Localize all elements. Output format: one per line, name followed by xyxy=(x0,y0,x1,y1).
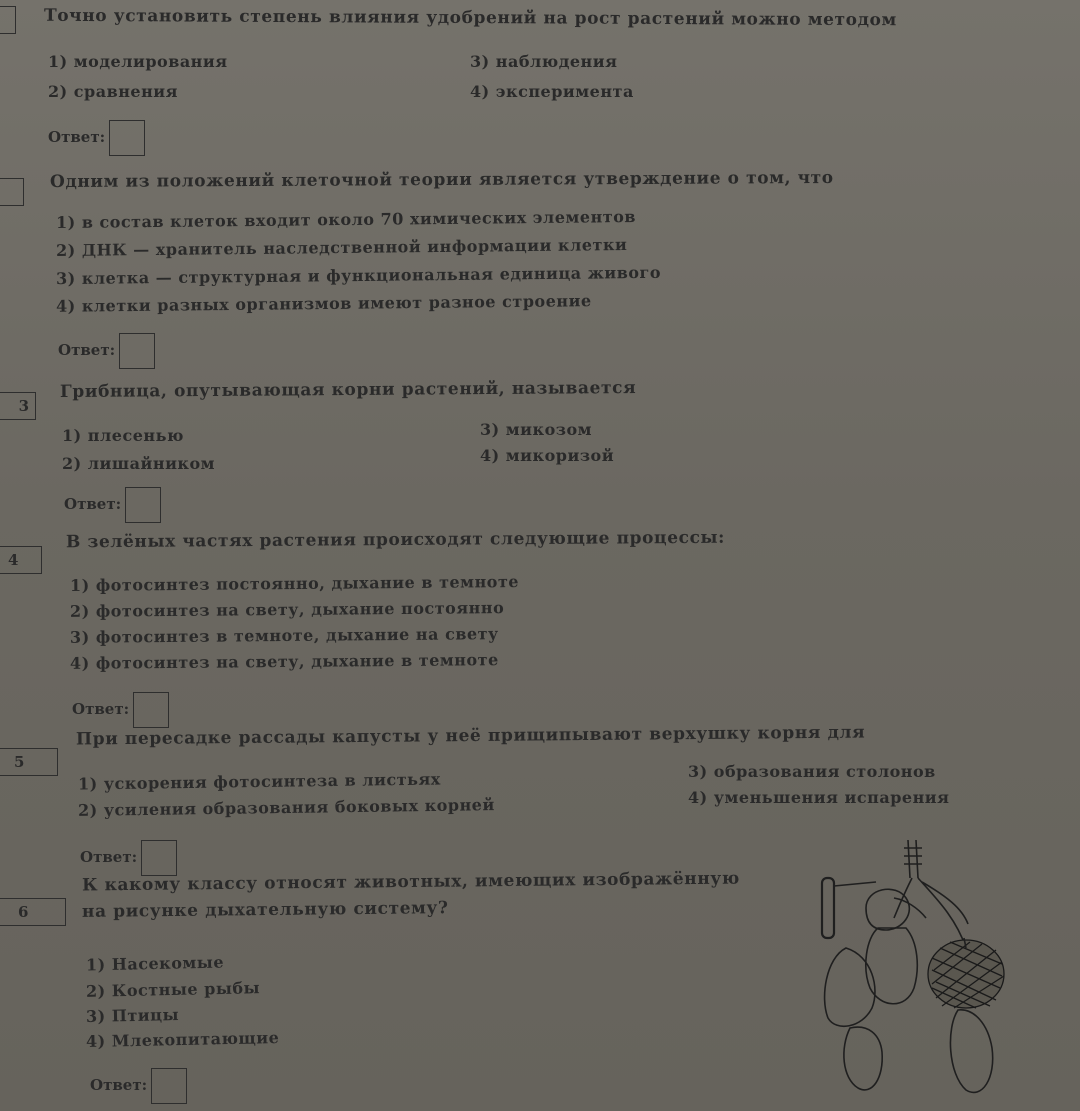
question-4-number: 4 xyxy=(0,546,42,574)
q3-answer-row xyxy=(64,487,161,523)
q1-answer-row xyxy=(48,120,145,156)
q1-option-2[interactable]: 2) сравнения xyxy=(48,82,178,101)
q3-option-4[interactable]: 4) микоризой xyxy=(480,446,615,465)
q6-option-3[interactable]: 3) Птицы xyxy=(85,1005,180,1026)
right-abdominal-sac-icon xyxy=(950,1010,992,1093)
question-3-text: Грибница, опутывающая корни растений, называется xyxy=(59,377,637,403)
question-6-number: 6 xyxy=(0,898,66,926)
q5-answer-box[interactable] xyxy=(141,840,177,876)
q5-option-4[interactable]: 4) уменьшения испарения xyxy=(688,788,950,807)
windpipe-icon xyxy=(904,840,922,878)
q1-answer-label: Ответ: xyxy=(48,128,106,146)
q4-answer-label: Ответ: xyxy=(72,700,130,718)
q4-answer-row xyxy=(72,692,169,728)
q3-option-1[interactable]: 1) плесенью xyxy=(62,426,184,445)
question-4-text: В зелёных частях растения происходят следующие процессы: xyxy=(65,527,726,553)
question-1-number xyxy=(0,6,16,34)
q2-option-3[interactable]: 3) клетка — структурная и функциональная единица живого xyxy=(55,262,662,289)
left-lower-air-sac-icon xyxy=(825,948,875,1026)
q2-answer-box[interactable] xyxy=(119,333,155,369)
question-6-text-line-2: на рисунке дыхательную систему? xyxy=(81,898,449,922)
q4-option-1[interactable]: 1) фотосинтез постоянно, дыхание в темноте xyxy=(69,572,520,595)
q1-answer-box[interactable] xyxy=(109,120,145,156)
q5-option-1[interactable]: 1) ускорения фотосинтеза в листьях xyxy=(77,769,441,794)
q1-option-1[interactable]: 1) моделирования xyxy=(48,52,228,71)
q3-option-3[interactable]: 3) микозом xyxy=(480,420,593,439)
q2-option-4[interactable]: 4) клетки разных организмов имеют разное строение xyxy=(55,291,592,316)
left-lung-icon xyxy=(866,928,917,1004)
q1-option-4[interactable]: 4) эксперимента xyxy=(470,82,634,101)
q6-answer-row xyxy=(90,1068,187,1104)
q5-option-2[interactable]: 2) усиления образования боковых корней xyxy=(77,795,495,820)
question-1-text: Точно установить степень влияния удобрений на рост растений можно методом xyxy=(43,5,897,31)
q3-option-2[interactable]: 2) лишайником xyxy=(62,454,216,473)
q2-answer-row xyxy=(58,333,155,369)
question-3-number: 3 xyxy=(0,392,36,420)
q4-option-3[interactable]: 3) фотосинтез в темноте, дыхание на свету xyxy=(69,624,499,647)
q6-option-4[interactable]: 4) Млекопитающие xyxy=(85,1027,280,1052)
question-6-text-line-1: К какому классу относят животных, имеющих изображённую xyxy=(81,868,740,896)
q2-option-1[interactable]: 1) в состав клеток входит около 70 химических элементов xyxy=(55,206,637,233)
question-5-number: 5 xyxy=(0,748,58,776)
q3-answer-label: Ответ: xyxy=(64,495,122,513)
question-2-text: Одним из положений клеточной теории является утверждение о том, что xyxy=(49,167,834,193)
q6-answer-box[interactable] xyxy=(151,1068,187,1104)
q2-answer-label: Ответ: xyxy=(58,341,116,359)
q6-option-2[interactable]: 2) Костные рыбы xyxy=(85,978,261,1001)
q4-option-2[interactable]: 2) фотосинтез на свету, дыхание постоянно xyxy=(69,598,505,621)
right-lung-icon xyxy=(928,940,1004,1008)
q3-answer-box[interactable] xyxy=(125,487,161,523)
q2-option-2[interactable]: 2) ДНК — хранитель наследственной информации клетки xyxy=(55,235,628,260)
q5-answer-label: Ответ: xyxy=(80,848,138,866)
q5-answer-row xyxy=(80,840,177,876)
q6-option-1[interactable]: 1) Насекомые xyxy=(85,952,225,975)
q1-option-3[interactable]: 3) наблюдения xyxy=(470,52,618,71)
left-abdominal-sac-icon xyxy=(844,1027,882,1090)
trachea-icon xyxy=(822,878,834,938)
question-2-number xyxy=(0,178,24,206)
q4-answer-box[interactable] xyxy=(133,692,169,728)
respiratory-system-illustration xyxy=(806,838,1036,1098)
q4-option-4[interactable]: 4) фотосинтез на свету, дыхание в темноте xyxy=(69,650,499,673)
question-5-text: При пересадке рассады капусты у неё прищипывают верхушку корня для xyxy=(75,722,866,750)
air-sac-upper-icon xyxy=(866,889,909,930)
q6-answer-label: Ответ: xyxy=(90,1076,148,1094)
q5-option-3[interactable]: 3) образования столонов xyxy=(688,762,936,781)
